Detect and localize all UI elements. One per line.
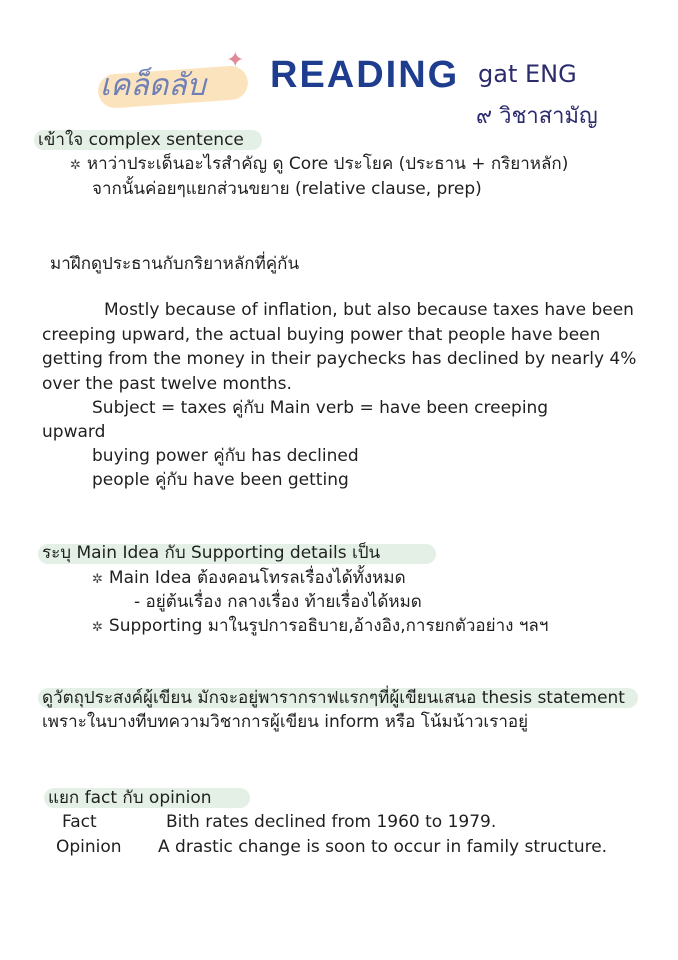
title-subtitle-subjects: ๙ วิชาสามัญ [476,104,598,129]
fact-label: Fact [62,812,97,832]
section1-heading: เข้าใจ complex sentence [38,130,244,150]
opinion-text: A drastic change is soon to occur in family structure. [158,837,608,857]
section1-bullet-cont: จากนั้นค่อยๆแยกส่วนขยาย (relative clause, prep) [92,179,482,199]
section3-heading: ระบุ Main Idea กับ Supporting details เป็น [42,543,381,563]
title-thai: เคล็ดลับ [100,68,206,103]
pair-people: people คู่กับ have been getting [92,470,349,490]
example-passage: Mostly because of inflation, but also because taxes have been creeping upward, the actual buying power that people have been getting from the money in their paychecks has declined by nearly 4% over the past twelve months. [42,300,637,394]
section3-bullet-sub: - อยู่ต้นเรื่อง กลางเรื่อง ท้ายเรื่องได้หมด [134,592,422,612]
section5-heading: แยก fact กับ opinion [48,788,212,808]
pair-subject-verb-cont: upward [42,422,106,442]
title-subtitle-gat: gat ENG [478,60,577,88]
bullet-icon: ✲ [92,572,103,587]
opinion-label: Opinion [56,837,122,857]
pair-subject-verb: Subject = taxes คู่กับ Main verb = have been creeping [92,398,549,418]
pair-buying-power: buying power คู่กับ has declined [92,446,359,466]
bullet-icon: ✲ [92,620,103,635]
section3-bullet-main-idea: ✲ Main Idea ต้องคอนโทรลเรื่องได้ทั้งหมด [92,568,406,588]
bullet-icon: ✲ [70,158,81,173]
author-purpose-text: ดูวัตถุประสงค์ผู้เขียน มักจะอยู่พารากราฟแรกๆที่ผู้เขียนเสนอ thesis statement เพราะในบางทีบทความวิชาการผู้เขียน inform หรือ โน้มน้าวเราอยู่ [42,688,625,732]
section1-bullet: ✲ หาว่าประเด็นอะไรสำคัญ ดู Core ประโยค (ประธาน + กริยาหลัก) [70,154,569,174]
fact-text: Bith rates declined from 1960 to 1979. [166,812,497,832]
section3-bullet-supporting: ✲ Supporting มาในรูปการอธิบาย,อ้างอิง,การยกตัวอย่าง ฯลฯ [92,616,549,636]
page-title: READING [270,54,460,96]
section2-heading: มาฝึกดูประธานกับกริยาหลักที่คู่กัน [50,254,300,274]
sparkle-icon: ✦ [226,48,245,73]
